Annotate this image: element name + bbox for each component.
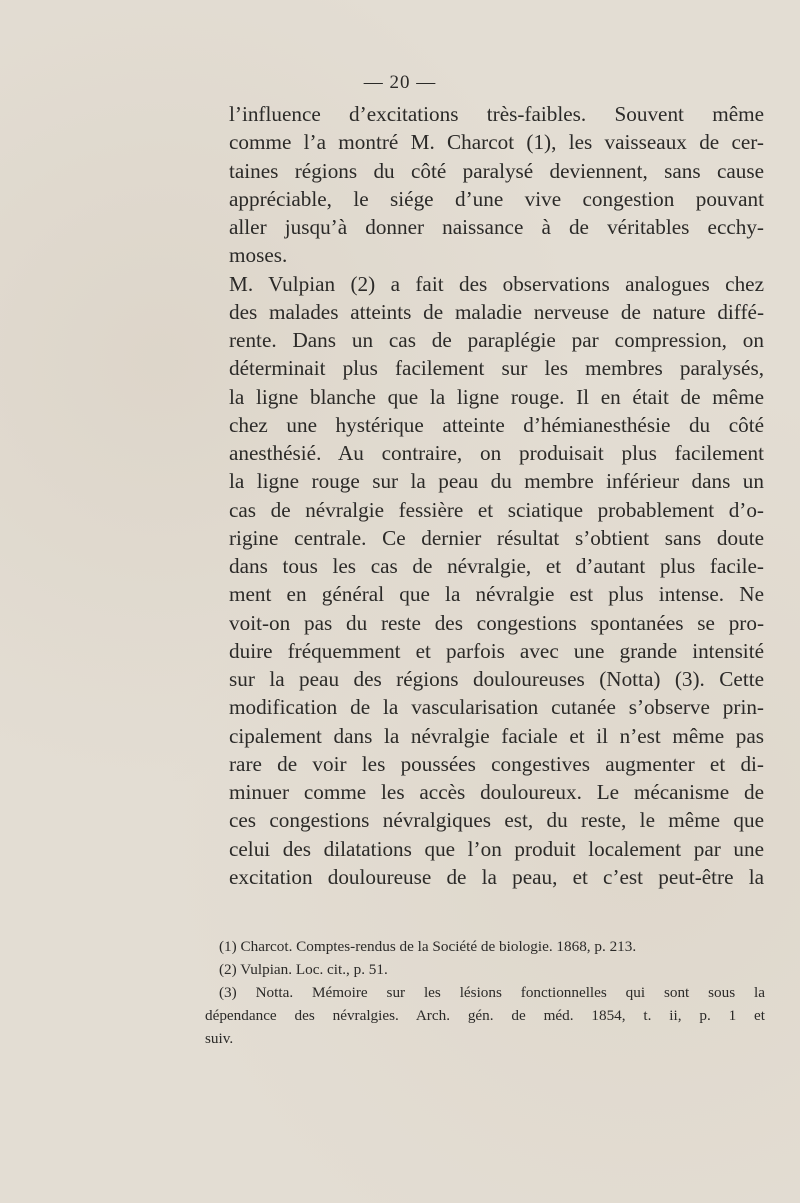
text-line: comme l’a montré M. Charcot (1), les vaisseaux de cer- [229,130,764,155]
text-line: modification de la vascularisation cutanée s’observe prin- [229,695,764,720]
text-line: sur la peau des régions douloureuses (Notta) (3). Cette [229,667,764,691]
text-line: rare de voir les poussées congestives augmenter et di- [229,751,764,776]
text-line: déterminait plus facilement sur les membres paralysés, [229,356,764,381]
text-line: celui des dilatations que l’on produit localement par une [229,836,764,861]
body-text [229,100,764,891]
footnote-1: (1) Charcot. Comptes-rendus de la Société de biologie. 1868, p. 213. [219,938,637,955]
text-line: aller jusqu’à donner naissance à de véritables ecchy- [229,215,764,239]
text-line: voit-on pas du reste des congestions spontanées se pro- [229,610,764,635]
footnotes [205,935,765,1050]
page-number: — 20 — [363,72,437,93]
text-line: la ligne rouge sur la peau du membre inférieur dans un [229,469,764,494]
text-line: la ligne blanche que la ligne rouge. Il en était de même [229,384,764,409]
text-line: ces congestions névralgiques est, du reste, le même que [229,808,764,833]
footnote-3: (3) Notta. Mémoire sur les lésions fonctionnelles qui sont sous la [219,984,765,1001]
text-line: duire fréquemment et parfois avec une grande intensité [229,638,764,663]
text-line: des malades atteints de maladie nerveuse de nature diffé- [229,299,764,324]
text-line: cas de névralgie fessière et sciatique probablement d’o- [229,497,764,522]
text-line: dans tous les cas de névralgie, et d’autant plus facile- [229,554,764,578]
text-line: l’influence d’excitations très-faibles. Souvent même [229,102,764,126]
text-line: taines régions du côté paralysé deviennent, sans cause [229,158,764,183]
text-line: moses. [229,243,288,268]
text-line: rente. Dans un cas de paraplégie par compression, on [229,328,764,352]
text-line: ment en général que la névralgie est plus intense. Ne [229,582,764,607]
text-line: appréciable, le siége d’une vive congestion pouvant [229,186,764,211]
text-line: minuer comme les accès douloureux. Le mécanisme de [229,780,764,804]
text-line: excitation douloureuse de la peau, et c’est peut-être la [229,864,764,889]
text-line: chez une hystérique atteinte d’hémianesthésie du côté [229,412,764,437]
text-line: anesthésié. Au contraire, on produisait plus facilement [229,441,764,465]
text-line: M. Vulpian (2) a fait des observations analogues chez [229,271,764,296]
footnote-3-continuation: dépendance des névralgies. Arch. gén. de méd. 1854, t. ii, p. 1 et [205,1007,765,1024]
footnote-2: (2) Vulpian. Loc. cit., p. 51. [219,961,388,978]
text-line: cipalement dans la névralgie faciale et il n’est même pas [229,723,764,748]
text-line: rigine centrale. Ce dernier résultat s’obtient sans doute [229,525,764,550]
footnote-3-continuation: suiv. [205,1030,234,1047]
